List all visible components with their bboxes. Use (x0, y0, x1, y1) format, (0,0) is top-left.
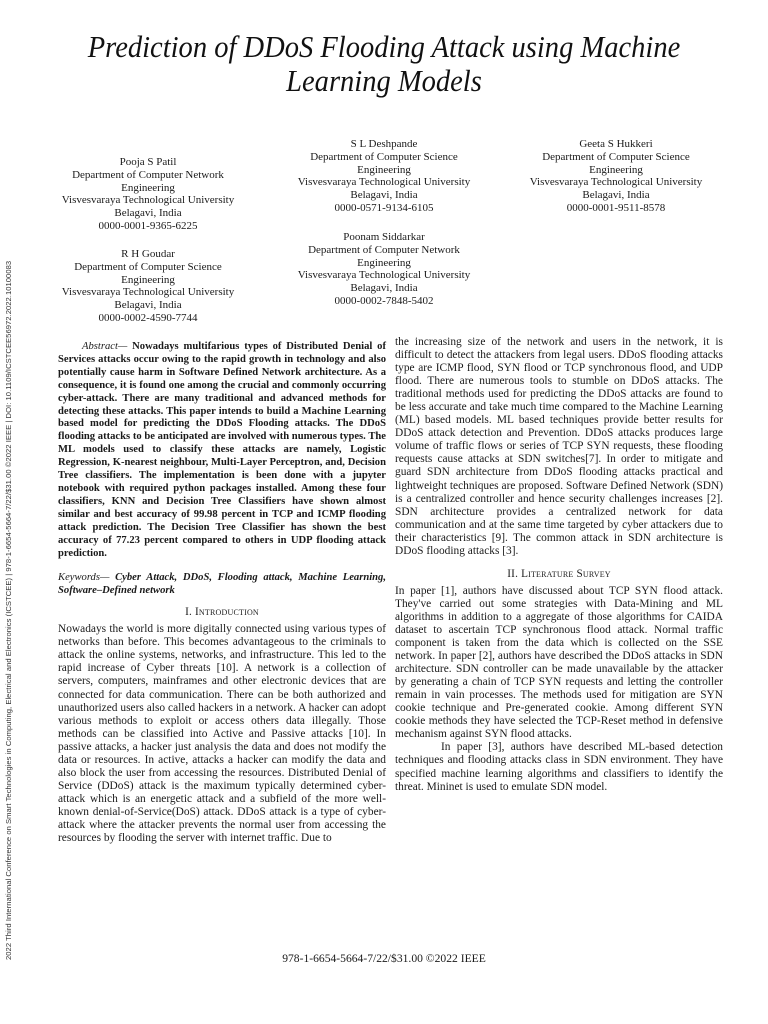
author-university: Visvesvaraya Technological University (297, 269, 471, 282)
author-orcid: 0000-0571-9134-6105 (334, 201, 434, 214)
section-heading-literature-survey: II. Literature Survey (507, 567, 611, 580)
author-location: Belagavi, India (350, 189, 418, 202)
author-name: Poonam Siddarkar (343, 231, 425, 243)
paper-title: Prediction of DDoS Flooding Attack using Machine Learning Models (87, 29, 681, 98)
author-orcid: 0000-0002-7848-5402 (334, 294, 434, 307)
author-location: Belagavi, India (114, 299, 182, 312)
keywords-label: Keywords— (58, 572, 110, 584)
author-department-line2: Engineering (121, 181, 175, 194)
author-university: Visvesvaraya Technological University (61, 286, 235, 299)
author-department-line2: Engineering (121, 273, 175, 286)
author-block (501, 138, 731, 215)
author-name: Pooja S Patil (119, 156, 177, 168)
author-department-line2: Engineering (357, 256, 411, 269)
abstract (58, 341, 386, 560)
author-location: Belagavi, India (350, 282, 418, 295)
author-university: Visvesvaraya Technological University (61, 194, 235, 207)
author-department: Department of Computer Science (310, 150, 458, 163)
author-department-line2: Engineering (357, 163, 411, 176)
author-orcid: 0000-0001-9365-6225 (98, 219, 198, 232)
author-department-line2: Engineering (589, 163, 643, 176)
author-block (269, 138, 499, 215)
left-column (58, 341, 386, 845)
author-block (269, 231, 499, 308)
literature-paragraph-1: In paper [1], authors have discussed about TCP SYN flood attack. They've carried out some strategies with Data-Mining and ML algorithms in addition to a aggregate of those algorithms for CAIDA dataset to ascertain TCP synchronous flood attack. Normal traffic component is taken from the data which is collected on the SSE network. In paper [2], authors have described the DDoS attacks in SDN architecture. SDN controller can be made unavailable by the attacker by generating a chain of TCP SYN requests and letting the controller remain in vain processes. The methods used for mitigation are SYN cookie technique and Pre-generated cookie. Among different SYN cookie methods they have selected the TCP-Reset method in defensive mechanism against SYN flood attacks. (395, 584, 723, 741)
abstract-text: Nowadays multifarious types of Distributed Denial of Services attacks occur owing to the rapid growth in technology and also potentially cause harm in Software Defined Network architecture. As a consequence, it is found one among the crucial and commonly occurring cyber-attack. There are many traditional and advanced methods for detecting these attacks. This paper intends to build a Machine Learning based model for predicting the DDoS Flooding attacks. The DDoS flooding attacks to be anticipated are involved with numerous types. The ML models used to classify these attacks are namely, Logistic Regression, K-nearest neighbour, Multi-Layer Perceptron, and, Decision Tree classifiers. The implementation is been done with a jupyter notebook with required python packages installed. Among these four classifiers, KNN and Decision Tree Classifiers have shown almost similar and best accuracy of 99.98 percent in TCP and ICMP flooding attack prediction. The Decision Tree Classifier has shown the best accuracy of 77.23 percent compared to others in UDP flooding attack prediction. (58, 341, 386, 559)
keywords (58, 572, 386, 598)
literature-paragraph-2: In paper [3], authors have described ML-based detection techniques and flooding attacks class in SDN environment. They have specified machine learning algorithms and classifiers to identify the threat. Mininet is used to emulate SDN model. (395, 741, 723, 793)
right-column (395, 336, 723, 794)
section-heading-introduction: I. Introduction (185, 606, 259, 619)
author-department: Department of Computer Science (74, 260, 222, 273)
author-location: Belagavi, India (114, 207, 182, 220)
author-orcid: 0000-0002-4590-7744 (98, 311, 198, 324)
author-department: Department of Computer Network (72, 168, 224, 181)
author-block (33, 248, 263, 325)
author-university: Visvesvaraya Technological University (529, 176, 703, 189)
author-orcid: 0000-0001-9511-8578 (566, 201, 666, 214)
keywords-text: Cyber Attack, DDoS, Flooding attack, Machine Learning, Software–Defined network (58, 572, 386, 597)
abstract-label: Abstract— (82, 341, 128, 352)
author-department: Department of Computer Science (542, 150, 690, 163)
author-department: Department of Computer Network (308, 243, 460, 256)
author-name: S L Deshpande (350, 138, 418, 150)
intro-paragraph-1: Nowadays the world is more digitally connected using various types of networks than before. This becomes advantageous to the criminals to attack the online systems, networks, and infrastructure. This led to the rapid increase of Cyber threats [10]. A network is a collection of servers, computers, mainframes and other electronic devices that are connected for data communication. There can be both authorized and unauthorized users also called hackers in a network. A hacker can adopt various methods to exploit or access others data illegally. Those methods can be classified into Active and Passive attacks [10]. In passive attacks, a hacker just analysis the data and does not modify the data or resources. In active, attacks a hacker can modify the data and also block the user from accessing the resources. Distributed Denial of Service (DDoS) attack is the maximum typically determined cyber-attack which is an energetic attack and a subfield of the more well-known denial-of-Service(DoS) attack. DDoS attack is a type of cyber-attack where the attacker prevents the normal user from accessing the resources by flooding the server with internet traffic. Due to (58, 623, 386, 845)
author-location: Belagavi, India (582, 189, 650, 202)
author-university: Visvesvaraya Technological University (297, 176, 471, 189)
conference-doi-sidebar: 2022 Third International Conference on Smart Technologies in Computing, Electrical and Electronics (ICSTCEE) | 978-1-6654-5664-7/22/$31.00 ©2022 IEEE | DOI: 10.1109/ICSTCEE56972.2022.10100083 (4, 260, 13, 960)
author-name: R H Goudar (121, 248, 175, 260)
intro-paragraph-2: the increasing size of the network and users in the network, it is difficult to detect the attackers from legal users. DDoS flooding attacks type are ICMP flood, SYN flood or TCP synchronous flood, and UDP flood. There are numerous tools to stumble on DDoS attacks. The traditional methods used for predicting the DDoS attacks are found to be less accurate and take much time compared to the Machine Learning (ML) based models. ML based techniques provide better results for DDoS attack detection and Prevention. DDoS attacks produces large volume of traffic flows or series of TCP SYN requests, these flooding requests cause attacks at SDN switches[7]. In order to mitigate and guard SDN architecture from DDoS flooding attacks practical and lightweight techniques are proposed. Software Defined Network (SDN) is a centralized controller and hence security challenges increases [2]. SDN architecture provides a centralized network for data communication and at the same time targeted by cyber attackers due to their characteristics [9]. The common attack in SDN architecture is DDoS flooding attacks [3]. (395, 336, 723, 557)
author-name: Geeta S Hukkeri (579, 138, 653, 150)
page-footer-copyright: 978-1-6654-5664-7/22/$31.00 ©2022 IEEE (282, 952, 486, 965)
author-block (33, 156, 263, 233)
